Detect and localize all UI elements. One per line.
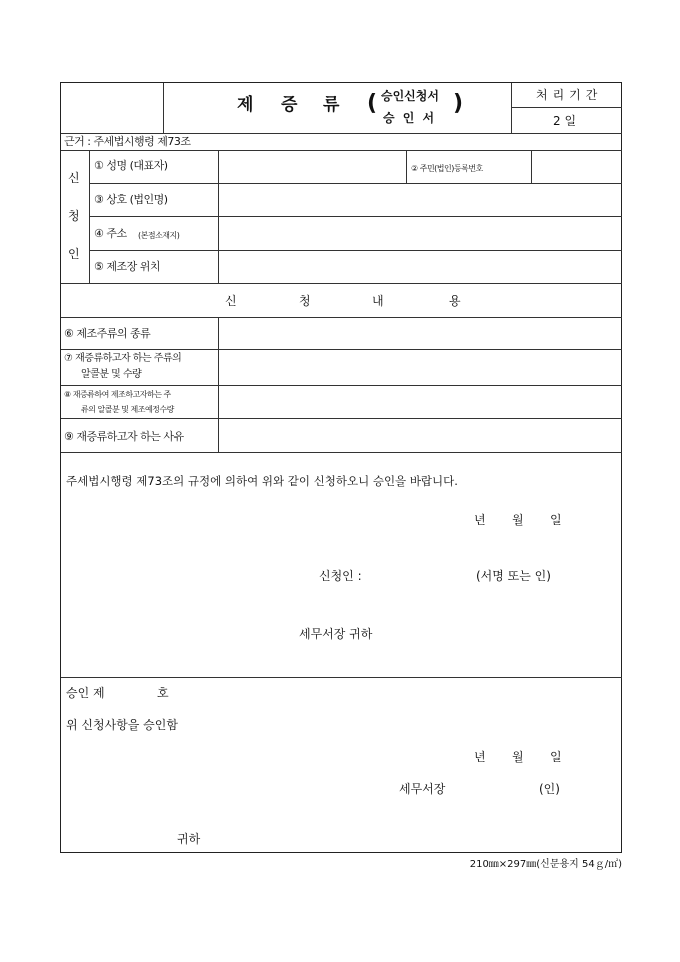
signature-or-seal: (서명 또는 인) — [476, 569, 551, 583]
title-paren-close: ) — [453, 91, 464, 116]
trade-name-label: ③ 상호 (법인명) — [94, 193, 168, 206]
redistill-alcohol-label: ⑦ 재증류하고자 하는 주류의 — [64, 353, 182, 364]
registration-number-field[interactable] — [532, 151, 621, 182]
title-paren-open: ( — [367, 91, 378, 116]
approval-office: 세무서장 — [399, 782, 446, 796]
processing-period-label: 처리기간 — [536, 88, 603, 102]
legal-basis: 근거 : 주세법시행령 제73조 — [64, 135, 191, 148]
address-label-note: (본점소재지) — [138, 231, 180, 240]
planned-product-label: ⑧ 재증류하여 제조하고자하는 주 — [64, 390, 171, 399]
header-bottom-line — [61, 133, 622, 134]
approval-number-prefix: 승인 제 — [66, 686, 105, 700]
planned-product-field[interactable] — [219, 386, 621, 417]
title-subtitle-approval: 승 인 서 — [383, 111, 437, 125]
title-char: 제 — [237, 95, 256, 115]
header-divider-left — [163, 83, 164, 133]
items-bottom-line — [61, 452, 622, 453]
paper-size-note: 210㎜×297㎜(신문용지 54ｇ/㎡) — [469, 859, 622, 870]
declaration-bottom-line — [61, 677, 622, 678]
declaration-statement: 주세법시행령 제73조의 규정에 의하여 위와 같이 신청하오니 승인을 바랍니다. — [66, 474, 458, 488]
redistill-reason-label: ⑨ 재증류하고자 하는 사유 — [64, 430, 184, 443]
declaration-date-year: 년 — [474, 513, 486, 527]
applicant-side-char: 청 — [68, 209, 80, 223]
declaration-date-day: 일 — [550, 513, 562, 527]
title-char: 증 — [281, 95, 300, 115]
applicant-bottom-line — [61, 283, 622, 284]
application-form — [60, 82, 622, 853]
section-title-char: 신 — [225, 294, 237, 308]
planned-product-label-line2: 류의 알콜분 및 제조예정수량 — [81, 405, 174, 414]
trade-name-field[interactable] — [219, 184, 621, 215]
factory-location-field[interactable] — [219, 251, 621, 282]
title-subtitle-application: 승인신청서 — [381, 89, 439, 103]
period-divider — [511, 107, 622, 108]
redistill-alcohol-label-line2: 알콜분 및 수량 — [81, 369, 142, 380]
title-char: 류 — [323, 95, 342, 115]
section-title-char: 내 — [372, 294, 384, 308]
reg-label-left — [406, 150, 407, 183]
redistill-reason-field[interactable] — [219, 419, 621, 451]
approval-date-month: 월 — [512, 750, 524, 764]
redistill-alcohol-field[interactable] — [219, 350, 621, 384]
applicant-signature-label: 신청인 : — [319, 569, 362, 583]
address-field[interactable] — [219, 217, 621, 249]
approval-addressee: 귀하 — [177, 832, 201, 846]
header-divider-right — [511, 83, 512, 133]
approval-date-day: 일 — [550, 750, 562, 764]
applicant-side-char: 인 — [68, 247, 80, 261]
approval-date-year: 년 — [474, 750, 486, 764]
factory-location-label: ⑤ 제조장 위치 — [94, 260, 160, 273]
approval-seal: (인) — [539, 782, 560, 796]
product-type-field[interactable] — [219, 318, 621, 348]
approval-number-suffix: 호 — [157, 686, 169, 700]
approval-statement: 위 신청사항을 승인함 — [66, 718, 178, 732]
address-label: ④ 주소 — [94, 227, 127, 240]
registration-number-label: ② 주민(법인)등록번호 — [411, 164, 483, 173]
applicant-side-char: 신 — [68, 171, 80, 185]
declaration-addressee: 세무서장 귀하 — [299, 627, 373, 641]
section-title-char: 청 — [299, 294, 311, 308]
product-type-label: ⑥ 제조주류의 종류 — [64, 327, 151, 340]
section-title-char: 용 — [449, 294, 461, 308]
processing-period-value: 2 일 — [553, 114, 577, 128]
name-field[interactable] — [219, 151, 405, 182]
declaration-date-month: 월 — [512, 513, 524, 527]
name-field-label: ① 성명 (대표자) — [94, 159, 168, 172]
